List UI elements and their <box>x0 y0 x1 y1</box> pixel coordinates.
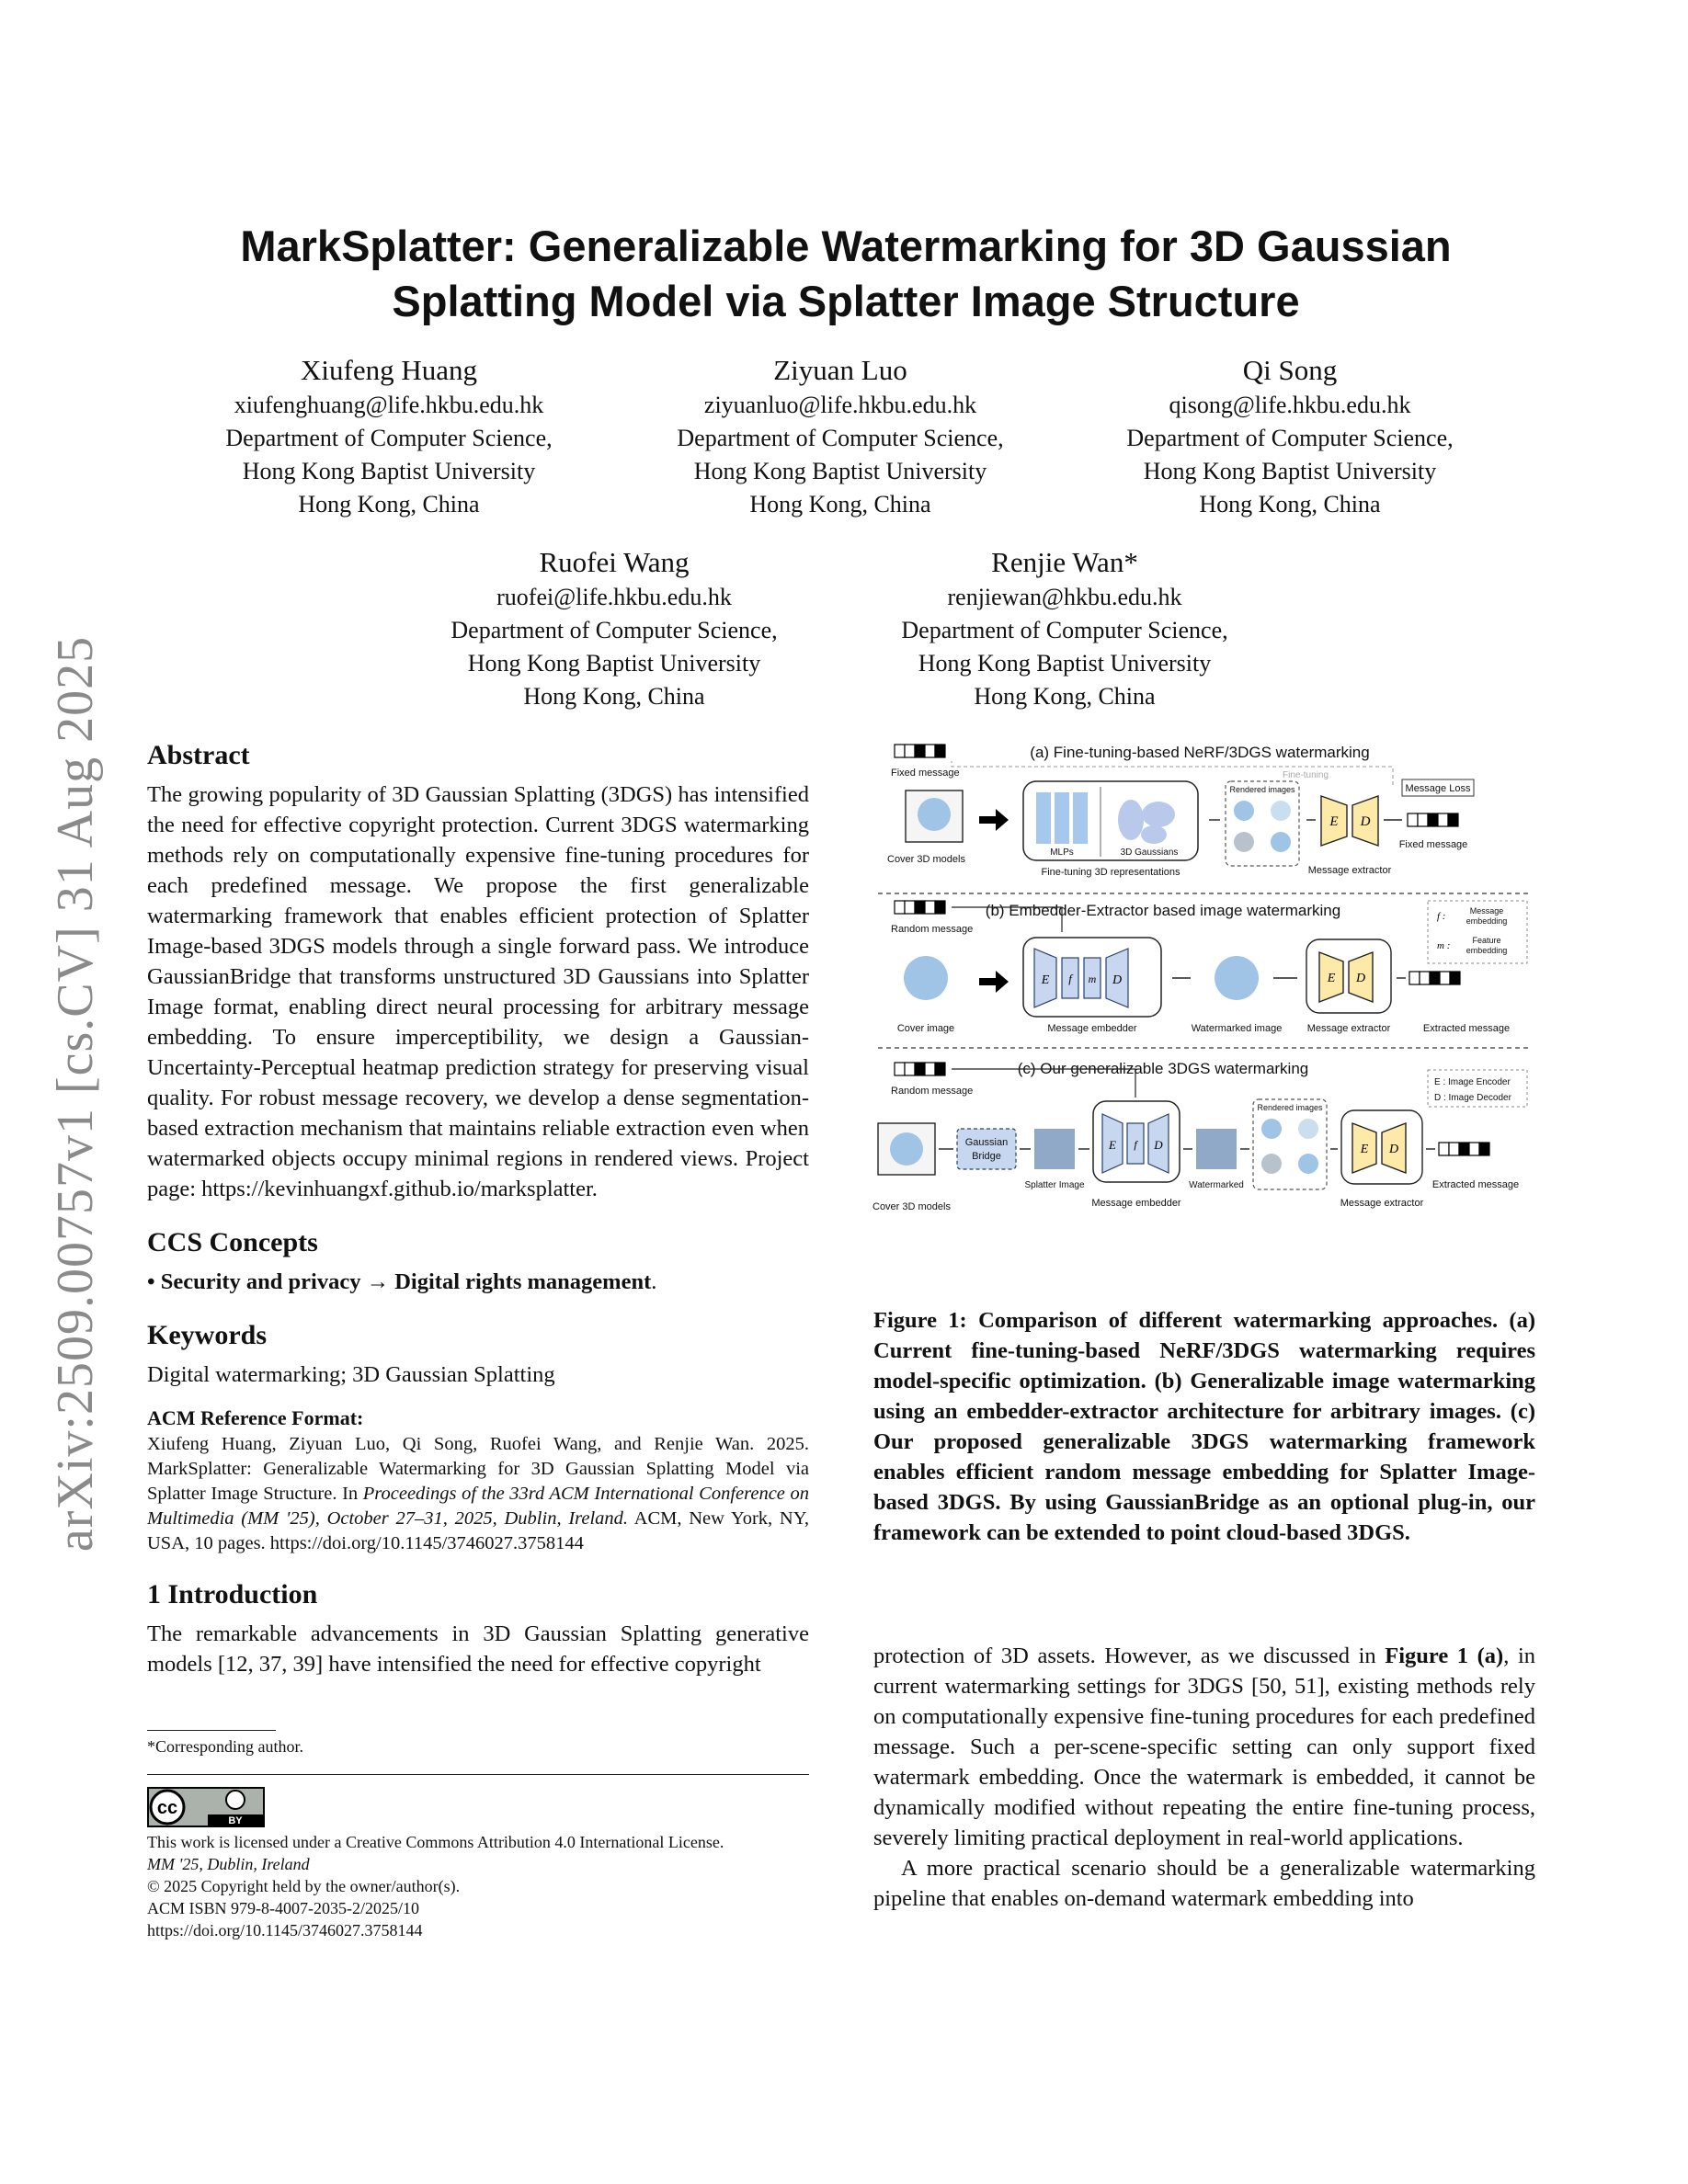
author-location: Hong Kong, China <box>523 683 705 710</box>
finetune-3d-repr-label: Fine-tuning 3D representations <box>1041 867 1180 878</box>
author-location: Hong Kong, China <box>298 491 480 518</box>
bit-cell <box>905 901 915 914</box>
abstract-heading: Abstract <box>147 740 250 770</box>
ccs-period: . <box>651 1269 657 1294</box>
keywords-heading: Keywords <box>147 1320 267 1350</box>
ccs-bullet: • Security and privacy → Digital rights management <box>147 1269 652 1294</box>
rendered-view-icon <box>1234 801 1254 821</box>
bit-cell <box>895 745 905 757</box>
letter-f: f <box>1134 1138 1137 1151</box>
bit-cell <box>895 1063 905 1075</box>
author-dept: Department of Computer Science, <box>451 617 778 643</box>
watermarked-splatter-icon <box>1196 1129 1237 1169</box>
author-email: ziyuanluo@life.hkbu.edu.hk <box>703 392 977 418</box>
legend-f-desc-1: Message <box>1469 906 1504 916</box>
message-extractor-label-a: Message extractor <box>1307 865 1392 876</box>
character-icon <box>890 1132 923 1166</box>
bit-cell <box>1448 813 1458 826</box>
letter-m: m <box>1088 973 1097 985</box>
author-block <box>638 352 1043 521</box>
license-isbn: ACM ISBN 979-8-4007-2035-2/2025/10 <box>147 1899 419 1917</box>
splatter-image-icon <box>1034 1129 1075 1169</box>
rendered-images-box-c <box>1253 1099 1327 1189</box>
bit-cell <box>925 745 935 757</box>
gaussian-blob <box>1141 825 1167 844</box>
cc-by-logo <box>147 1787 265 1827</box>
bit-cell <box>915 1063 925 1075</box>
bit-cell <box>1438 813 1448 826</box>
intro-left-body: The remarkable advancements in 3D Gaussian Splatting generative models [12, 37, 39] have intensified the need for effective copyright <box>147 1621 809 1677</box>
message-extractor-label-c: Message extractor <box>1340 1198 1424 1209</box>
panel-a-title: (a) Fine-tuning-based NeRF/3DGS watermarking <box>1030 744 1370 761</box>
rendered-view-icon <box>1271 832 1291 852</box>
bit-cell <box>905 745 915 757</box>
author-email: qisong@life.hkbu.edu.hk <box>1169 392 1411 418</box>
author-email: ruofei@life.hkbu.edu.hk <box>496 584 732 610</box>
bits-extracted-c <box>1439 1143 1489 1155</box>
mlps-label: MLPs <box>1050 847 1074 858</box>
paper-title <box>147 219 1545 329</box>
mlp-bar <box>1036 792 1051 844</box>
bit-cell <box>925 1063 935 1075</box>
bit-cell <box>1450 972 1460 984</box>
author-univ: Hong Kong Baptist University <box>242 458 536 484</box>
letter-f: f <box>1068 972 1072 985</box>
rendered-view-icon <box>1271 801 1291 821</box>
abstract-body: The growing popularity of 3D Gaussian Splatting (3DGS) has intensified the need for effective copyright protection. Current 3DGS watermarking methods rely on computationally expensive fine-tuning procedures for each predefined message. We propose the first generalizable watermarking framework that enables efficient protection of Splatter Image-based 3DGS models through a single forward pass. We introduce GaussianBridge that transforms unstructured 3D Gaussians into Splatter Image format, enabling direct neural processing for arbitrary message embedding. To ensure imperceptibility, we design a Gaussian-Uncertainty-Perceptual heatmap prediction strategy for preserving visual quality. For robust message recovery, we develop a dense segmentation-based extraction mechanism that maintains reliable extraction even when watermarked objects occupy minimal regions in rendered views. Project page: https://kevinhuangxf.github.io/marksplatter. <box>147 782 809 1201</box>
author-univ: Hong Kong Baptist University <box>693 458 987 484</box>
intro-text-b: , in current watermarking settings for 3DGS [50, 51], existing methods rely on computationally expensive fine-tuning procedures for each predefined message. Such a per-scene-specific setting can only support fixed watermark embedding. Once the watermark is embedded, it cannot be dynamically modified without repeating the entire fine-tuning process, severely limiting practical deployment in real-world applications. <box>873 1644 1535 1850</box>
bit-cell <box>1449 1143 1459 1155</box>
rendered-view-icon <box>1298 1119 1318 1139</box>
bits-fixed-a <box>895 745 945 757</box>
author-dept: Department of Computer Science, <box>677 425 1004 451</box>
legend-m-key: m : <box>1437 940 1451 951</box>
author-name: Xiufeng Huang <box>301 354 477 386</box>
message-embedder-label-b: Message embedder <box>1047 1023 1137 1034</box>
cover-image-icon <box>904 956 948 1000</box>
letter-e: E <box>1360 1143 1369 1156</box>
license-copyright: © 2025 Copyright held by the owner/author(s). <box>147 1877 461 1895</box>
gaussian-bridge-line-1: Gaussian <box>964 1137 1009 1148</box>
acm-ref-text-2: ACM, New York, NY, USA, 10 pages. https://doi.org/10.1145/3746027.3758144 <box>147 1508 809 1553</box>
author-dept: Department of Computer Science, <box>1126 425 1454 451</box>
bit-cell <box>935 1063 945 1075</box>
cover-image-label: Cover image <box>896 1023 955 1034</box>
letter-e: E <box>1327 972 1336 985</box>
bit-cell <box>925 901 935 914</box>
license-venue: MM '25, Dublin, Ireland <box>147 1855 310 1873</box>
figure-1-caption: Figure 1: Comparison of different watermarking approaches. (a) Current fine-tuning-based NeRF/3DGS watermarking requires model-specific optimization. (b) Generalizable image watermarking using an embedder-extractor architecture for arbitrary images. (c) Our proposed generalizable 3DGS watermarking framework enables efficient random message embedding for Splatter Image-based 3DGS. By using GaussianBridge as an optional plug-in, our framework can be extended to point cloud-based 3DGS. <box>873 1308 1535 1545</box>
panel-c-title: (c) Our generalizable 3DGS watermarking <box>1017 1060 1309 1077</box>
extracted-message-label-c: Extracted message <box>1431 1179 1520 1190</box>
author-univ: Hong Kong Baptist University <box>918 650 1212 677</box>
title-line-2: Splatting Model via Splatter Image Structure <box>392 277 1300 325</box>
by-person-icon <box>226 1791 245 1809</box>
bit-cell <box>1479 1143 1489 1155</box>
acm-ref-text-1: Xiufeng Huang, Ziyuan Luo, Qi Song, Ruofei Wang, and Renjie Wan. 2025. MarkSplatter: Generalizable Watermarking for 3D Gaussian Splatting Model via Splatter Image Structure. In <box>147 1434 809 1504</box>
bit-cell <box>1439 1143 1449 1155</box>
letter-e: E <box>1109 1138 1116 1152</box>
rendered-view-icon <box>1261 1154 1282 1174</box>
arrow-right-icon <box>979 971 1009 993</box>
rendered-images-label-c: Rendered images <box>1257 1103 1323 1112</box>
splatter-image-label: Splatter Image <box>1024 1180 1085 1190</box>
bit-cell <box>895 901 905 914</box>
bit-cell <box>1440 972 1450 984</box>
message-loss-label: Message Loss <box>1405 783 1471 794</box>
legend-f-key: f : <box>1437 911 1446 922</box>
author-block <box>862 544 1267 713</box>
fixed-message-out-label: Fixed message <box>1398 839 1468 850</box>
bits-out-a <box>1408 813 1458 826</box>
license-line: This work is licensed under a Creative Commons Attribution 4.0 International License. <box>147 1833 724 1851</box>
panel-b-title: (b) Embedder-Extractor based image watermarking <box>985 902 1341 919</box>
footnote-rule <box>147 1730 276 1731</box>
intro-paragraph-2: A more practical scenario should be a generalizable watermarking pipeline that enables on-demand watermark embedding into <box>873 1856 1535 1911</box>
mlp-bar <box>1073 792 1088 844</box>
author-univ: Hong Kong Baptist University <box>467 650 761 677</box>
gaussian-bridge-box <box>957 1129 1016 1169</box>
arxiv-identifier: arXiv:2509.00757v1 [cs.CV] 31 Aug 2025 <box>47 635 104 1553</box>
legend-e: E : Image Encoder <box>1434 1077 1511 1087</box>
bit-cell <box>1430 972 1440 984</box>
author-univ: Hong Kong Baptist University <box>1143 458 1437 484</box>
ccs-heading: CCS Concepts <box>147 1227 318 1257</box>
author-location: Hong Kong, China <box>974 683 1156 710</box>
legend-d: D : Image Decoder <box>1434 1093 1511 1103</box>
footnote: *Corresponding author. <box>147 1737 303 1756</box>
random-message-label-c: Random message <box>891 1086 974 1097</box>
author-location: Hong Kong, China <box>749 491 931 518</box>
intro-continued <box>873 1641 1535 1914</box>
intro-heading: 1 Introduction <box>147 1579 318 1610</box>
figure-1-diagram <box>869 735 1540 1278</box>
legend-f-desc-2: embedding <box>1466 916 1508 926</box>
gaussian-blob <box>1118 800 1144 840</box>
bit-cell <box>1428 813 1438 826</box>
bit-cell <box>1459 1143 1469 1155</box>
author-email: xiufenghuang@life.hkbu.edu.hk <box>234 392 544 418</box>
rendered-view-icon <box>1234 832 1254 852</box>
bits-random-c <box>895 1063 945 1075</box>
watermarked-image-icon <box>1215 956 1259 1000</box>
message-extractor-label-b: Message extractor <box>1306 1023 1391 1034</box>
message-embedder-label-c: Message embedder <box>1091 1198 1181 1209</box>
bit-cell <box>935 745 945 757</box>
license-doi: https://doi.org/10.1145/3746027.3758144 <box>147 1921 423 1939</box>
keywords-body: Digital watermarking; 3D Gaussian Splatting <box>147 1362 555 1387</box>
cover-3d-models-label-a: Cover 3D models <box>887 854 965 865</box>
author-dept: Department of Computer Science, <box>901 617 1228 643</box>
bit-cell <box>1469 1143 1479 1155</box>
acm-ref-body <box>147 1432 809 1556</box>
bit-cell <box>935 901 945 914</box>
bit-cell <box>905 1063 915 1075</box>
rendered-images-label-a: Rendered images <box>1229 785 1295 794</box>
license-block <box>147 1831 809 1941</box>
bit-cell <box>1408 813 1418 826</box>
cover-3d-models-label-c: Cover 3D models <box>873 1201 951 1212</box>
letter-d: D <box>1388 1143 1399 1156</box>
bit-cell <box>915 901 925 914</box>
acm-ref-heading: ACM Reference Format: <box>147 1406 364 1429</box>
license-rule <box>147 1774 809 1775</box>
mlp-bar <box>1055 792 1069 844</box>
bit-cell <box>1420 972 1430 984</box>
legend-m-desc-1: Feature <box>1472 936 1501 945</box>
author-block <box>1088 352 1492 521</box>
rendered-view-icon <box>1261 1119 1282 1139</box>
title-line-1: MarkSplatter: Generalizable Watermarking for 3D Gaussian <box>240 222 1452 270</box>
bits-random-b <box>895 901 945 914</box>
author-email: renjiewan@hkbu.edu.hk <box>947 584 1182 610</box>
author-name: Ruofei Wang <box>539 546 690 578</box>
random-message-label-b: Random message <box>891 924 974 935</box>
bit-cell <box>1418 813 1428 826</box>
author-block <box>412 544 816 713</box>
letter-d: D <box>1112 973 1123 987</box>
intro-text-a: protection of 3D assets. However, as we discussed in <box>873 1644 1386 1668</box>
gaussian-blob <box>1142 802 1175 827</box>
3d-gaussians-label: 3D Gaussians <box>1120 847 1179 858</box>
figure-1 <box>869 735 1540 1278</box>
figure-ref: Figure 1 (a) <box>1385 1644 1504 1668</box>
author-name: Renjie Wan* <box>991 546 1138 578</box>
letter-e: E <box>1041 973 1050 987</box>
letter-d: D <box>1360 814 1371 829</box>
arxiv-sidebar <box>48 597 103 1590</box>
watermarked-image-label: Watermarked image <box>1191 1023 1283 1034</box>
intro-paragraph-1 <box>873 1641 1535 1853</box>
letter-d: D <box>1355 972 1366 985</box>
bit-cell <box>915 745 925 757</box>
letter-d: D <box>1154 1138 1163 1152</box>
author-dept: Department of Computer Science, <box>225 425 553 451</box>
acm-ref-italic: Proceedings of the 33rd ACM International Conference on Multimedia (MM '25), October 27–31, 2025, Dublin, Ireland. <box>147 1484 809 1529</box>
by-text: BY <box>228 1815 243 1826</box>
arrow-right-icon <box>979 809 1009 831</box>
watermarked-label: Watermarked <box>1189 1180 1244 1190</box>
author-name: Ziyuan Luo <box>773 354 907 386</box>
abstract-section <box>147 737 809 1679</box>
fixed-message-label: Fixed message <box>891 768 960 779</box>
cc-text: cc <box>156 1798 178 1818</box>
author-block <box>187 352 591 521</box>
ccs-concepts <box>147 1267 809 1297</box>
rendered-view-icon <box>1298 1154 1318 1174</box>
legend-m-desc-2: embedding <box>1466 946 1508 955</box>
bit-cell <box>1409 972 1420 984</box>
gaussian-bridge-line-2: Bridge <box>972 1151 1001 1162</box>
fine-tuning-label: Fine-tuning <box>1283 770 1329 780</box>
author-location: Hong Kong, China <box>1199 491 1381 518</box>
bits-extracted-b <box>1409 972 1460 984</box>
extracted-message-label-b: Extracted message <box>1422 1023 1511 1034</box>
character-icon <box>918 798 951 831</box>
letter-e: E <box>1329 814 1339 829</box>
author-name: Qi Song <box>1242 354 1338 386</box>
